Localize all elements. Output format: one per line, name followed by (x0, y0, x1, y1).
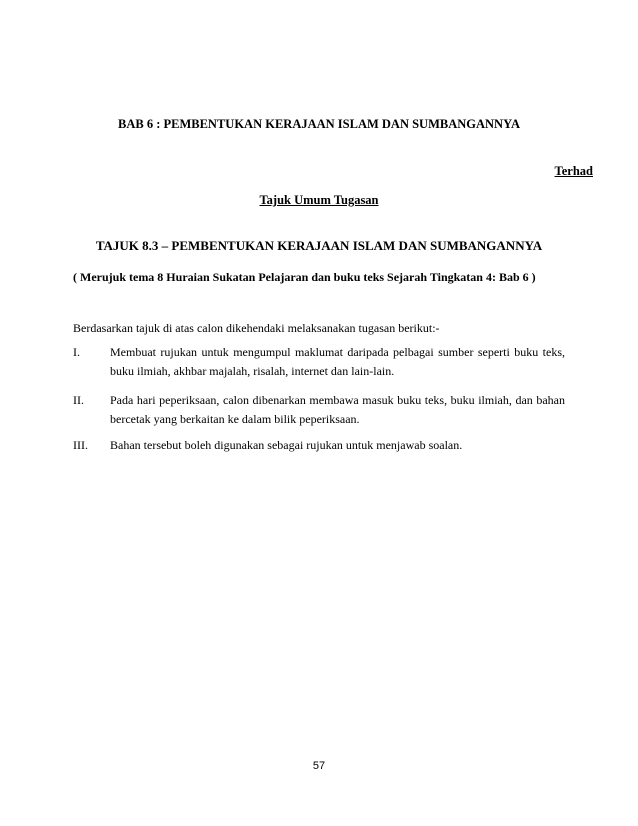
task-numeral: II. (73, 393, 84, 407)
assignment-title: Tajuk Umum Tugasan (259, 193, 379, 207)
task-item (73, 391, 565, 429)
chapter-heading: BAB 6 : PEMBENTUKAN KERAJAAN ISLAM DAN SUMBANGANNYA (118, 117, 520, 131)
task-item (73, 436, 565, 455)
task-item (73, 343, 565, 381)
instruction-intro: Berdasarkan tajuk di atas calon dikehendaki melaksanakan tugasan berikut:- (73, 321, 440, 335)
task-text: Membuat rujukan untuk mengumpul maklumat daripada pelbagai sumber seperti buku teks, buku ilmiah, akhbar majalah, risalah, internet dan lain-lain. (110, 345, 565, 378)
reference-note: ( Merujuk tema 8 Huraian Sukatan Pelajaran dan buku teks Sejarah Tingkatan 4: Bab 6 ) (73, 270, 536, 284)
task-text: Bahan tersebut boleh digunakan sebagai rujukan untuk menjawab soalan. (110, 438, 463, 452)
topic-heading: TAJUK 8.3 – PEMBENTUKAN KERAJAAN ISLAM DAN SUMBANGANNYA (95, 238, 543, 253)
page-number: 57 (312, 760, 326, 772)
classification-label: Terhad (554, 164, 593, 178)
task-numeral: I. (73, 345, 80, 359)
task-numeral: III. (73, 438, 88, 452)
task-text: Pada hari peperiksaan, calon dibenarkan membawa masuk buku teks, buku ilmiah, dan bahan bercetak yang berkaitan ke dalam bilik peperiksaan. (110, 393, 565, 426)
